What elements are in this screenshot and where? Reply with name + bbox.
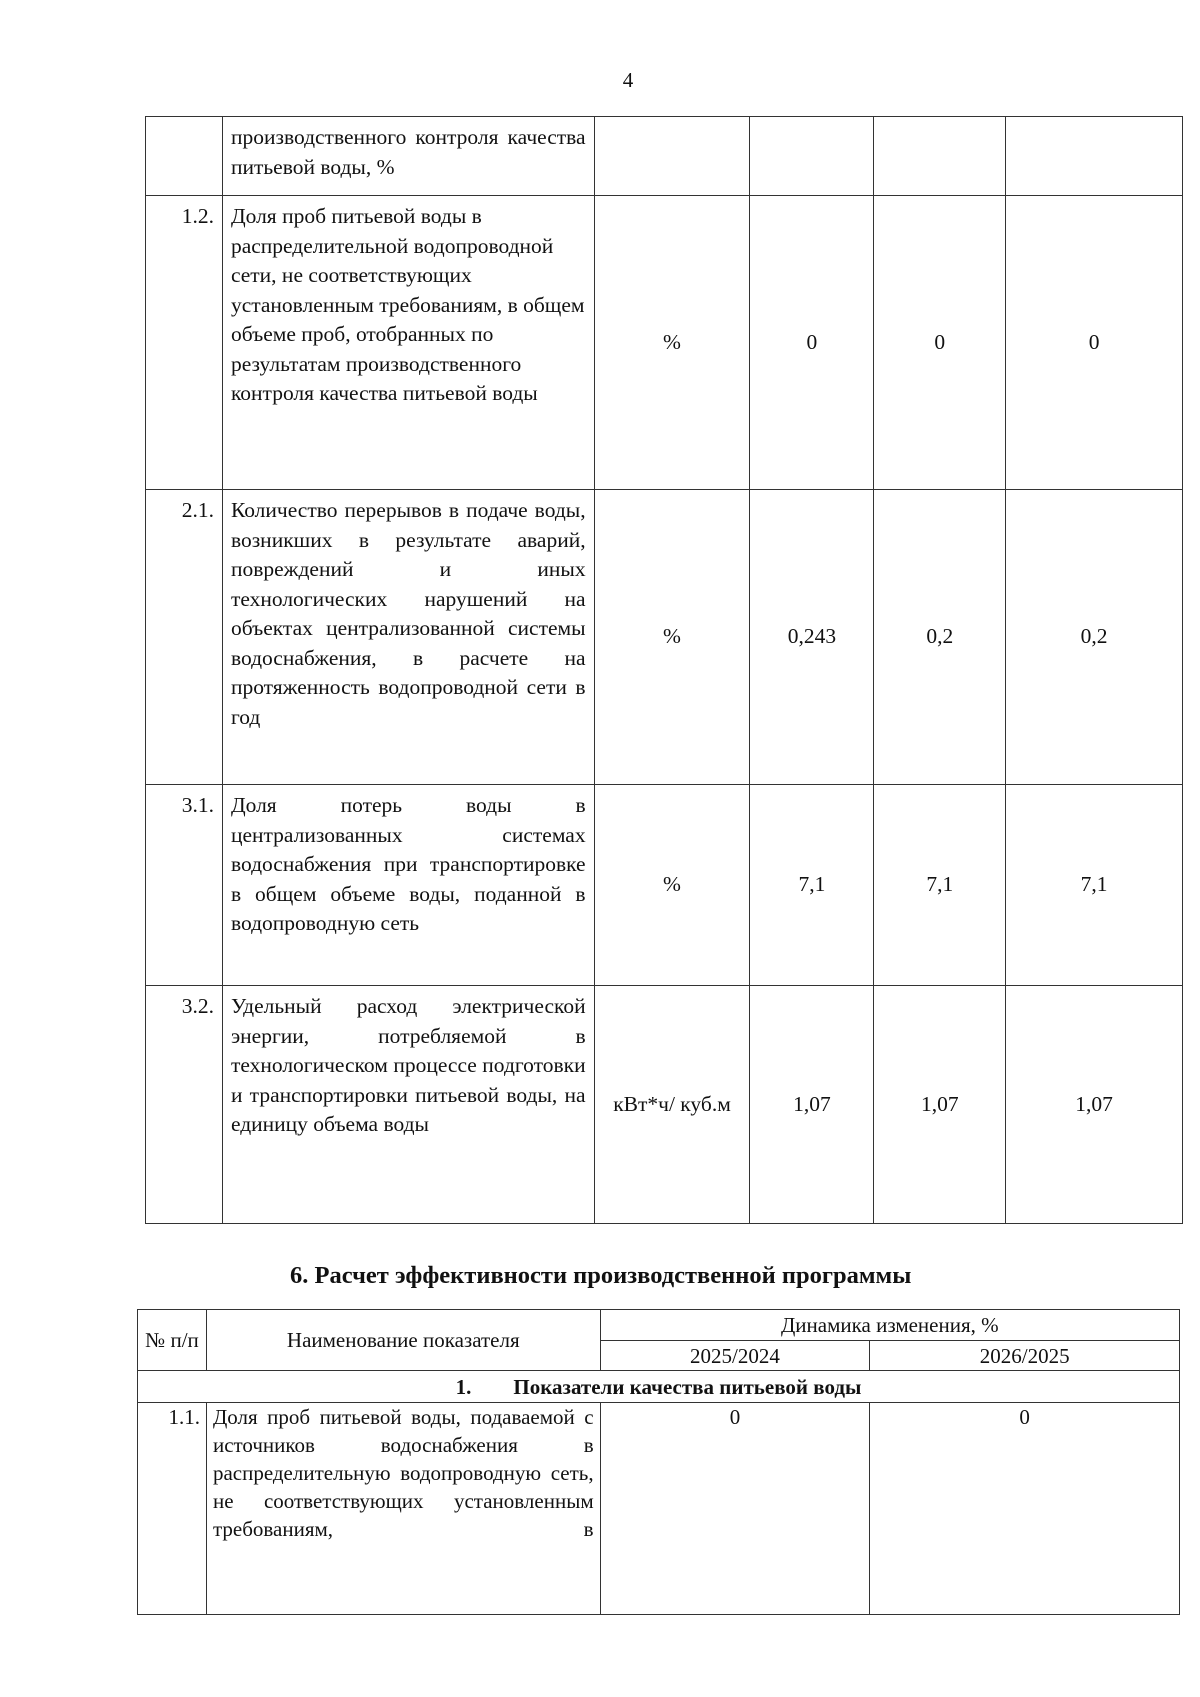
row-description: Доля потерь воды в централизованных системах водоснабжения при транспортировке в общем объеме воды, поданной в водопроводную сеть [222,785,594,986]
row-description: Количество перерывов в подаче воды, возникших в результате аварий, повреждений и иных технологических нарушений на объектах централизованной системы водоснабжения, в расчете на протяженность водопроводной сети в год [222,490,594,785]
row-description: Доля проб питьевой воды, подаваемой с источников водоснабжения в распределительную водопроводную сеть, не соответствующих установленным требованиям, в [206,1403,600,1615]
header-row [138,1310,1180,1341]
section-title: 1. Показатели качества питьевой воды [138,1371,1180,1403]
efficiency-table [137,1309,1180,1615]
row-value-2: 0,2 [874,490,1006,785]
page-number: 4 [622,68,634,92]
row-number: 2.1. [146,490,223,785]
row-value-3 [1006,117,1183,196]
row-number: 3.2. [146,986,223,1224]
header-col-2026-2025: 2026/2025 [870,1341,1180,1371]
row-value-3: 1,07 [1006,986,1183,1224]
row-unit [594,117,750,196]
row-value-1: 7,1 [750,785,874,986]
row-value-3: 0 [1006,196,1183,490]
row-value-1: 0 [600,1403,870,1615]
row-unit: % [594,785,750,986]
indicators-table [145,116,1183,1224]
row-value-1: 0 [750,196,874,490]
table-row [146,785,1183,986]
row-number: 1.2. [146,196,223,490]
row-description: производственного контроля качества питьевой воды, % [222,117,594,196]
row-value-3: 0,2 [1006,490,1183,785]
row-unit: кВт*ч/ куб.м [594,986,750,1224]
row-description: Доля проб питьевой воды в распределительной водопроводной сети, не соответствующих установленным требованиям, в общем объеме проб, отобранных по результатам производственного контроля качества питьевой воды [222,196,594,490]
table-row [146,117,1183,196]
header-dynamics: Динамика изменения, % [600,1310,1179,1341]
table-row [146,986,1183,1224]
row-value-1: 1,07 [750,986,874,1224]
header-number: № п/п [138,1310,207,1371]
row-number: 3.1. [146,785,223,986]
section-heading: 6. Расчет эффективности производственной программы [290,1262,912,1289]
row-value-2: 7,1 [874,785,1006,986]
row-value-2: 0 [874,196,1006,490]
row-unit: % [594,490,750,785]
row-value-1: 0,243 [750,490,874,785]
row-number: 1.1. [138,1403,207,1615]
row-value-3: 7,1 [1006,785,1183,986]
section-row [138,1371,1180,1403]
header-col-2025-2024: 2025/2024 [600,1341,870,1371]
row-value-2 [874,117,1006,196]
table-row [138,1403,1180,1615]
row-description: Удельный расход электрической энергии, потребляемой в технологическом процессе подготовки и транспортировки питьевой воды, на единицу объема воды [222,986,594,1224]
row-number [146,117,223,196]
header-name: Наименование показателя [206,1310,600,1371]
row-unit: % [594,196,750,490]
row-value-2: 1,07 [874,986,1006,1224]
row-value-1 [750,117,874,196]
row-value-2: 0 [870,1403,1180,1615]
table-row [146,196,1183,490]
table-row [146,490,1183,785]
